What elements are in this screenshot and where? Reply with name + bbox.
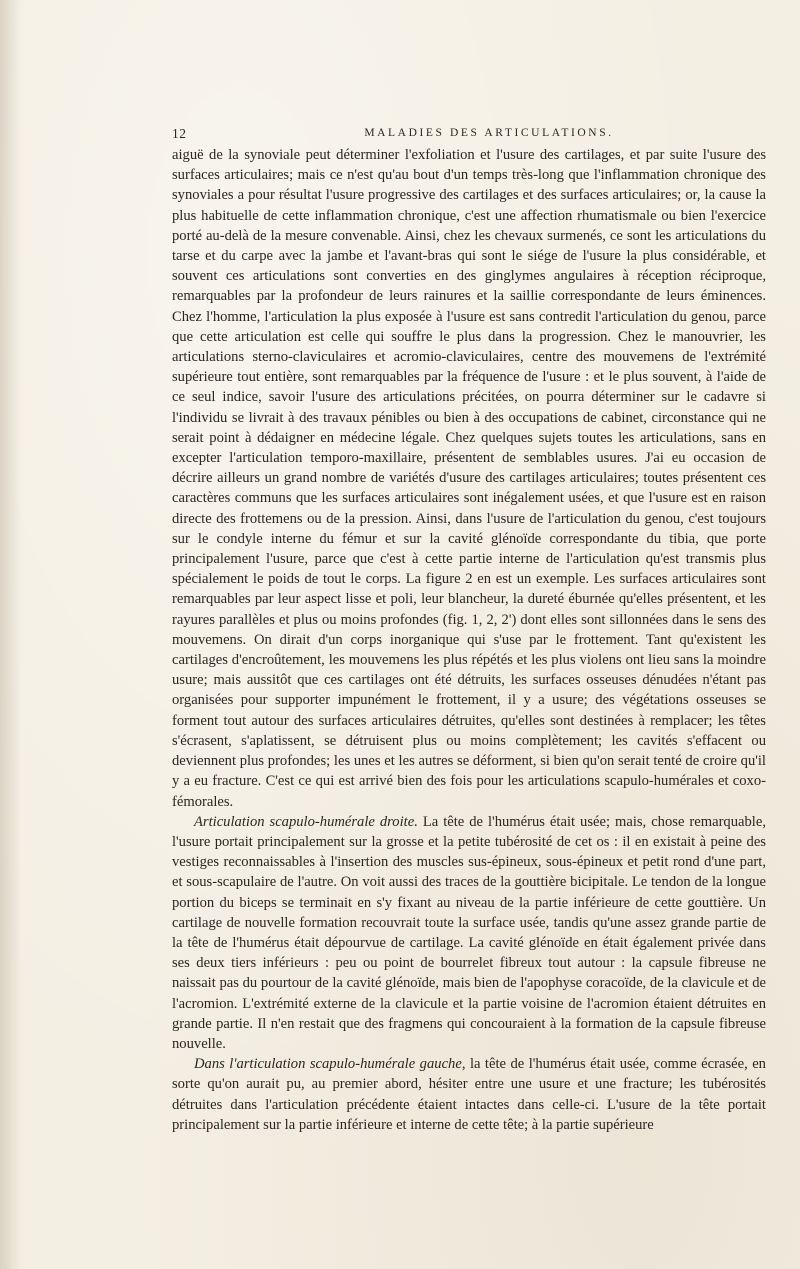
paragraph-text: la tête de l'humérus était usée, comme écrasée, en sorte qu'on aurait pu, au premier abord, hésiter entre une usure et une fracture; les tubérosités détruites dans l'articulation précédente étaient intactes dans celle-ci. L'usure de la tête portait principalement sur la partie inférieure et interne de cette tête; à la partie supérieure xyxy=(172,1056,766,1133)
page-edge-shadow xyxy=(0,0,22,1269)
paragraph xyxy=(172,812,766,1054)
paragraph xyxy=(172,145,766,812)
page-number: 12 xyxy=(172,126,187,141)
body-text xyxy=(172,145,766,1135)
paragraph-lead: Dans l'articulation scapulo-humérale gauche, xyxy=(194,1056,466,1073)
paragraph-text: aiguë de la synoviale peut déterminer l'exfoliation et l'usure des cartilages, et par suite l'usure des surfaces articulaires; mais ce n'est qu'au bout d'un temps très-long que l'inflammation chronique des synoviales a pour résultat l'usure progressive des cartilages et des surfaces articulaires; or, la cause la plus habituelle de cette inflammation chronique, c'est une affection rhumatismale ou bien l'exercice porté au-delà de la mesure convenable. Ainsi, chez les chevaux surmenés, ce sont les articulations du tarse et du carpe avec la jambe et l'avant-bras qui sont le siége de l'usure la plus considérable, et souvent ces articulations sont converties en des ginglymes angulaires à réception réciproque, remarquables par la profondeur de leurs rainures et la saillie correspondante de leurs éminences. Chez l'homme, l'articulation la plus exposée à l'usure est sans contredit l'articulation du genou, parce que cette articulation est celle qui souffre le plus dans la progression. Chez le manouvrier, les articulations sterno-claviculaires et acromio-claviculaires, centre des mouvemens de l'extrémité supérieure tout entière, sont remarquables par la fréquence de l'usure : et le plus souvent, à l'aide de ce seul indice, savoir l'usure des articulations précitées, on pourra déterminer sur le cadavre si l'individu se livrait à des travaux pénibles ou bien à des occupations de cabinet, circonstance qui ne serait point à dédaigner en médecine légale. Chez quelques sujets toutes les articulations, sans en excepter l'articulation temporo-maxillaire, présentent de semblables usures. J'ai eu occasion de décrire ailleurs un grand nombre de variétés d'usure des cartilages articulaires; toutes présentent ces caractères communs que les surfaces articulaires sont inégalement usées, et que l'usure est en raison directe des frottemens ou de la pression. Ainsi, dans l'usure de l'articulation du genou, c'est toujours sur le condyle interne du fémur et sur la cavité glénoïde correspondante du tibia, que porte principalement l'usure, parce que c'est à cette partie interne de l'articulation qu'est transmis plus spécialement le poids de tout le corps. La figure 2 en est un exemple. Les surfaces articulaires sont remarquables par leur aspect lisse et poli, leur blancheur, la dureté éburnée qu'elles présentent, et les rayures parallèles et plus ou moins profondes (fig. 1, 2, 2') dont elles sont sillonnées dans le sens des mouvemens. On dirait d'un corps inorganique qui s'use par le frottement. Tant qu'existent les cartilages d'encroûtement, les mouvemens les plus répétés et les plus violens ont lieu sans la moindre usure; mais aussitôt que ces cartilages ont été détruits, les surfaces osseuses dénudées n'étant pas organisées pour supporter impunément le frottement, il y a usure; des végétations osseuses se forment tout autour des surfaces articulaires détruites, qu'elles sont destinées à remplacer; les têtes s'écrasent, s'aplatissent, se détruisent plus ou moins complètement; les cavités s'effacent ou deviennent plus profondes; les unes et les autres se déforment, si bien qu'on serait tenté de croire qu'il y a eu fracture. C'est ce qui est arrivé bien des fois pour les articulations scapulo-humérales et coxo-fémorales. xyxy=(172,147,766,810)
paragraph-text: La tête de l'humérus était usée; mais, chose remarquable, l'usure portait principalement sur la grosse et la petite tubérosité de cet os : il en existait à peine des vestiges reconnaissables à l'insertion des muscles sus-épineux, sous-épineux et petit rond d'une part, et sous-scapulaire de l'autre. On voit aussi des traces de la gouttière bicipitale. Le tendon de la longue portion du biceps se terminait en s'y fixant au niveau de la partie inférieure de cette gouttière. Un cartilage de nouvelle formation recouvrait toute la surface usée, tandis qu'une assez grande partie de la tête de l'humérus était dépourvue de cartilage. La cavité glénoïde en était également privée dans ses deux tiers inférieurs : peu ou point de bourrelet fibreux tout autour : la capsule fibreuse ne naissait pas du pourtour de la cavité glénoïde, mais bien de l'apophyse coracoïde, de la clavicule et de l'acromion. L'extrémité externe de la clavicule et la partie voisine de l'acromion étaient détruites en grande partie. Il n'en restait que des fragmens qui concouraient à la formation de la capsule fibreuse nouvelle. xyxy=(172,813,766,1052)
paragraph xyxy=(172,1054,766,1135)
running-head xyxy=(172,126,766,146)
paragraph-lead: Articulation scapulo-humérale droite. xyxy=(194,813,418,830)
running-title: MALADIES DES ARTICULATIONS. xyxy=(364,127,614,139)
